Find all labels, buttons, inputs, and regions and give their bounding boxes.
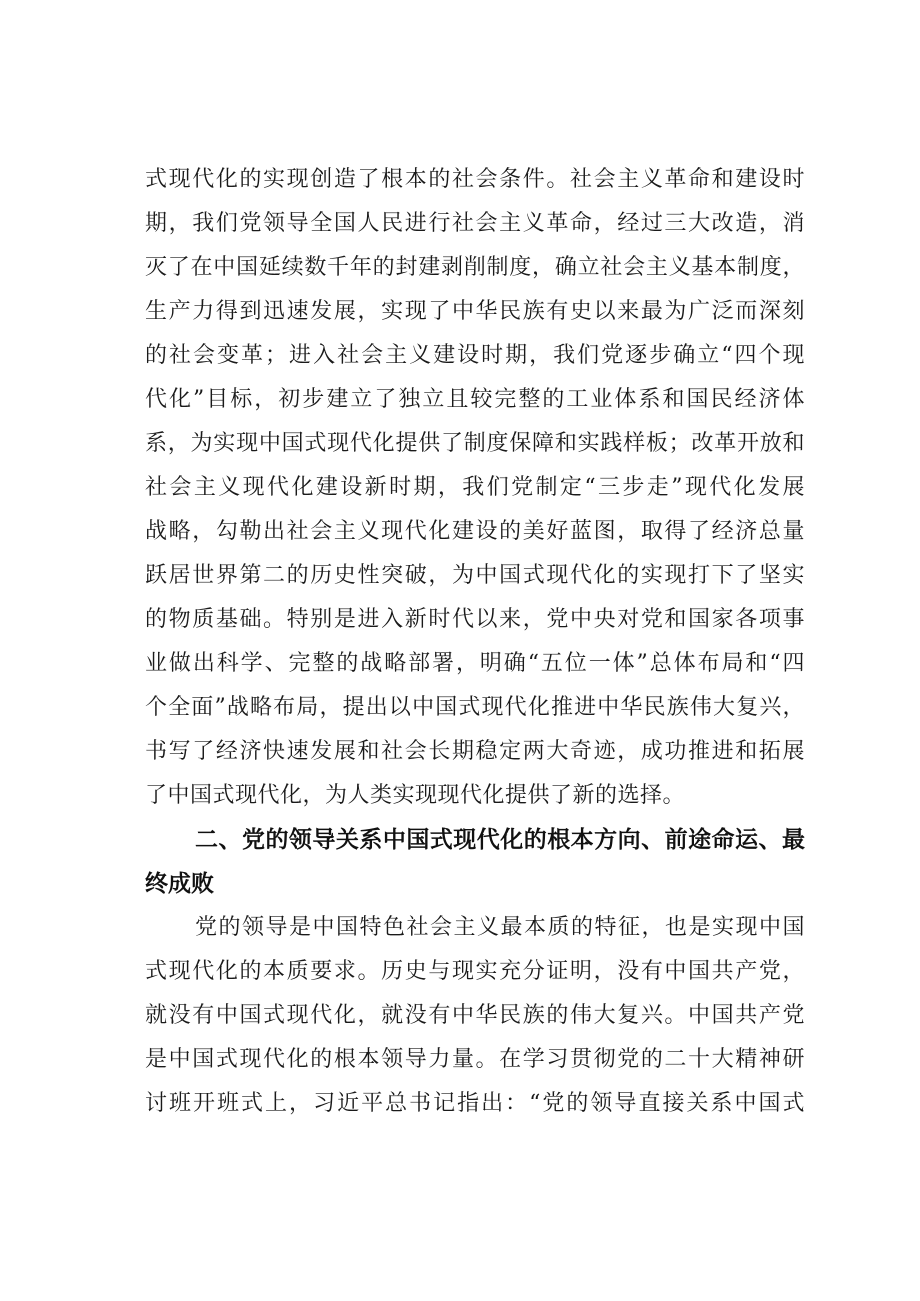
paragraph-line: 代化”目标，初步建立了独立且较完整的工业体系和国民经济体 <box>145 387 805 412</box>
paragraph-line: 式现代化的本质要求。历史与现实充分证明，没有中国共产党， <box>145 959 805 984</box>
heading-line: 二、党的领导关系中国式现代化的根本方向、前途命运、最 <box>195 827 805 853</box>
paragraph-line: 的社会变革；进入社会主义建设时期，我们党逐步确立“四个现 <box>145 343 805 368</box>
paragraph-line: 灭了在中国延续数千年的封建剥削制度，确立社会主义基本制度， <box>145 255 805 280</box>
paragraph-line: 跃居世界第二的历史性突破，为中国式现代化的实现打下了坚实 <box>145 563 805 588</box>
paragraph-line: 个全面”战略布局，提出以中国式现代化推进中华民族伟大复兴， <box>145 695 805 720</box>
paragraph-line: 战略，勾勒出社会主义现代化建设的美好蓝图，取得了经济总量 <box>145 519 805 544</box>
paragraph-line: 讨班开班式上，习近平总书记指出：“党的领导直接关系中国式 <box>145 1091 805 1116</box>
paragraph-line: 业做出科学、完整的战略部署，明确“五位一体”总体布局和“四 <box>145 651 805 676</box>
paragraph-line: 是中国式现代化的根本领导力量。在学习贯彻党的二十大精神研 <box>145 1047 805 1072</box>
paragraph-line: 就没有中国式现代化，就没有中华民族的伟大复兴。中国共产党 <box>145 1003 805 1028</box>
paragraph-line: 了中国式现代化，为人类实现现代化提供了新的选择。 <box>145 783 686 808</box>
paragraph-line: 社会主义现代化建设新时期，我们党制定“三步走”现代化发展 <box>145 475 805 500</box>
paragraph-line: 书写了经济快速发展和社会长期稳定两大奇迹，成功推进和拓展 <box>145 739 805 764</box>
paragraph-line: 式现代化的实现创造了根本的社会条件。社会主义革命和建设时 <box>145 167 805 192</box>
paragraph-line: 党的领导是中国特色社会主义最本质的特征，也是实现中国 <box>195 915 805 940</box>
heading-line: 终成败 <box>145 871 214 897</box>
paragraph-line: 系，为实现中国式现代化提供了制度保障和实践样板；改革开放和 <box>145 431 805 456</box>
paragraph-line: 期，我们党领导全国人民进行社会主义革命，经过三大改造，消 <box>145 211 805 236</box>
paragraph-line: 的物质基础。特别是进入新时代以来，党中央对党和国家各项事 <box>145 607 805 632</box>
paragraph-line: 生产力得到迅速发展，实现了中华民族有史以来最为广泛而深刻 <box>145 299 805 324</box>
